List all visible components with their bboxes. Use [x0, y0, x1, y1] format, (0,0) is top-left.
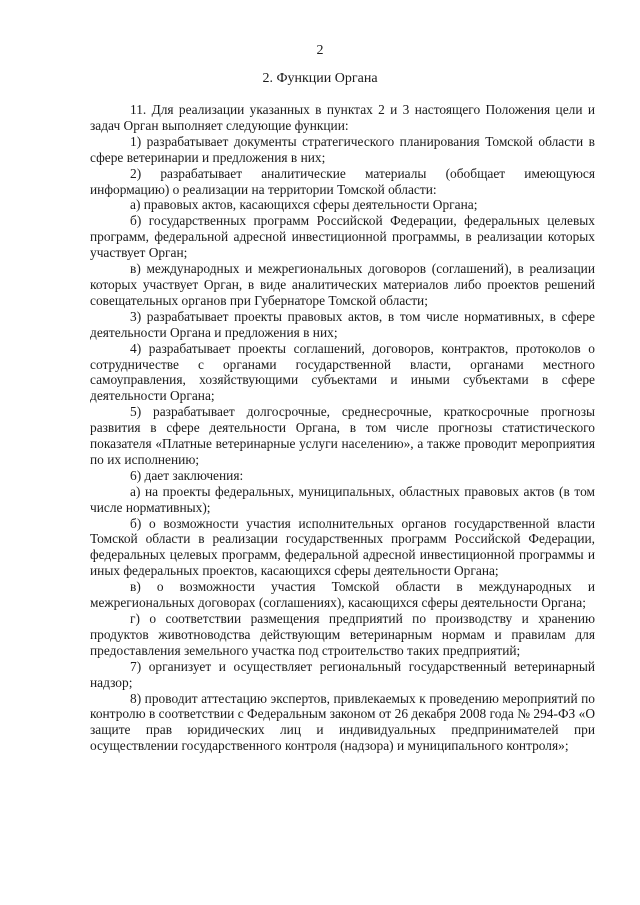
paragraph-item-6b: б) о возможности участия исполнительных органов государственной власти Томской области в реализации государственных программ Российской Федерации, федеральных целевых программ, федеральной адресной инвестиционной программы и иных федеральных проектов, касающихся сферы деятельности Органа;: [90, 515, 595, 579]
paragraph-item-7: 7) организует и осуществляет региональный государственный ветеринарный надзор;: [90, 658, 595, 690]
paragraph-item-2a: а) правовых актов, касающихся сферы деятельности Органа;: [130, 197, 478, 213]
paragraph-item-6a: а) на проекты федеральных, муниципальных, областных правовых актов (в том числе нормативных);: [90, 483, 595, 515]
paragraph-item-6v: в) о возможности участия Томской области в международных и межрегиональных договорах (соглашениях), касающихся сферы деятельности Органа;: [90, 579, 595, 611]
paragraph-item-2v: в) международных и межрегиональных договоров (соглашений), в реализации которых участвует Орган, в виде аналитических материалов либо проектов решений совещательных органов при Губернаторе Томской области;: [90, 261, 595, 308]
section-title: 2. Функции Органа: [262, 71, 378, 86]
paragraph-item-6g: г) о соответствии размещения предприятий по производству и хранению продуктов животноводства действующим ветеринарным нормам и правилам для предоставления земельного участка под строительство таких предприятий;: [90, 611, 595, 658]
paragraph-item-6: 6) дает заключения:: [130, 467, 244, 483]
paragraph-item-8: 8) проводит аттестацию экспертов, привлекаемых к проведению мероприятий по контролю в соответствии с Федеральным законом от 26 декабря 2008 года № 294-ФЗ «О защите прав юридических лиц и индивидуальных предпринимателей при осуществлении государственного контроля (надзора) и муниципального контроля»;: [90, 690, 595, 754]
paragraph-11-intro: 11. Для реализации указанных в пунктах 2 и 3 настоящего Положения цели и задач Орган выполняет следующие функции:: [90, 102, 595, 133]
page-number: 2: [316, 43, 324, 58]
paragraph-item-1: 1) разрабатывает документы стратегического планирования Томской области в сфере ветеринарии и предложения в них;: [90, 133, 595, 165]
paragraph-item-2: 2) разрабатывает аналитические материалы (обобщает имеющуюся информацию) о реализации на территории Томской области:: [90, 165, 595, 197]
paragraph-item-4: 4) разрабатывает проекты соглашений, договоров, контрактов, протоколов о сотрудничестве с органами государственной власти, органами местного самоуправления, хозяйствующими субъектами и иными субъектами в сфере деятельности Органа;: [90, 340, 595, 404]
paragraph-item-2b: б) государственных программ Российской Федерации, федеральных целевых программ, федеральной адресной инвестиционной программы, в реализации которых участвует Орган;: [90, 213, 595, 261]
document-body: [90, 102, 595, 754]
paragraph-item-5: 5) разрабатывает долгосрочные, среднесрочные, краткосрочные прогнозы развития в сфере деятельности Органа, в том числе прогнозы статистического показателя «Платные ветеринарные услуги населению», а также проводит мероприятия по их исполнению;: [90, 404, 595, 467]
paragraph-item-3: 3) разрабатывает проекты правовых актов, в том числе нормативных, в сфере деятельности Органа и предложения в них;: [90, 308, 595, 340]
